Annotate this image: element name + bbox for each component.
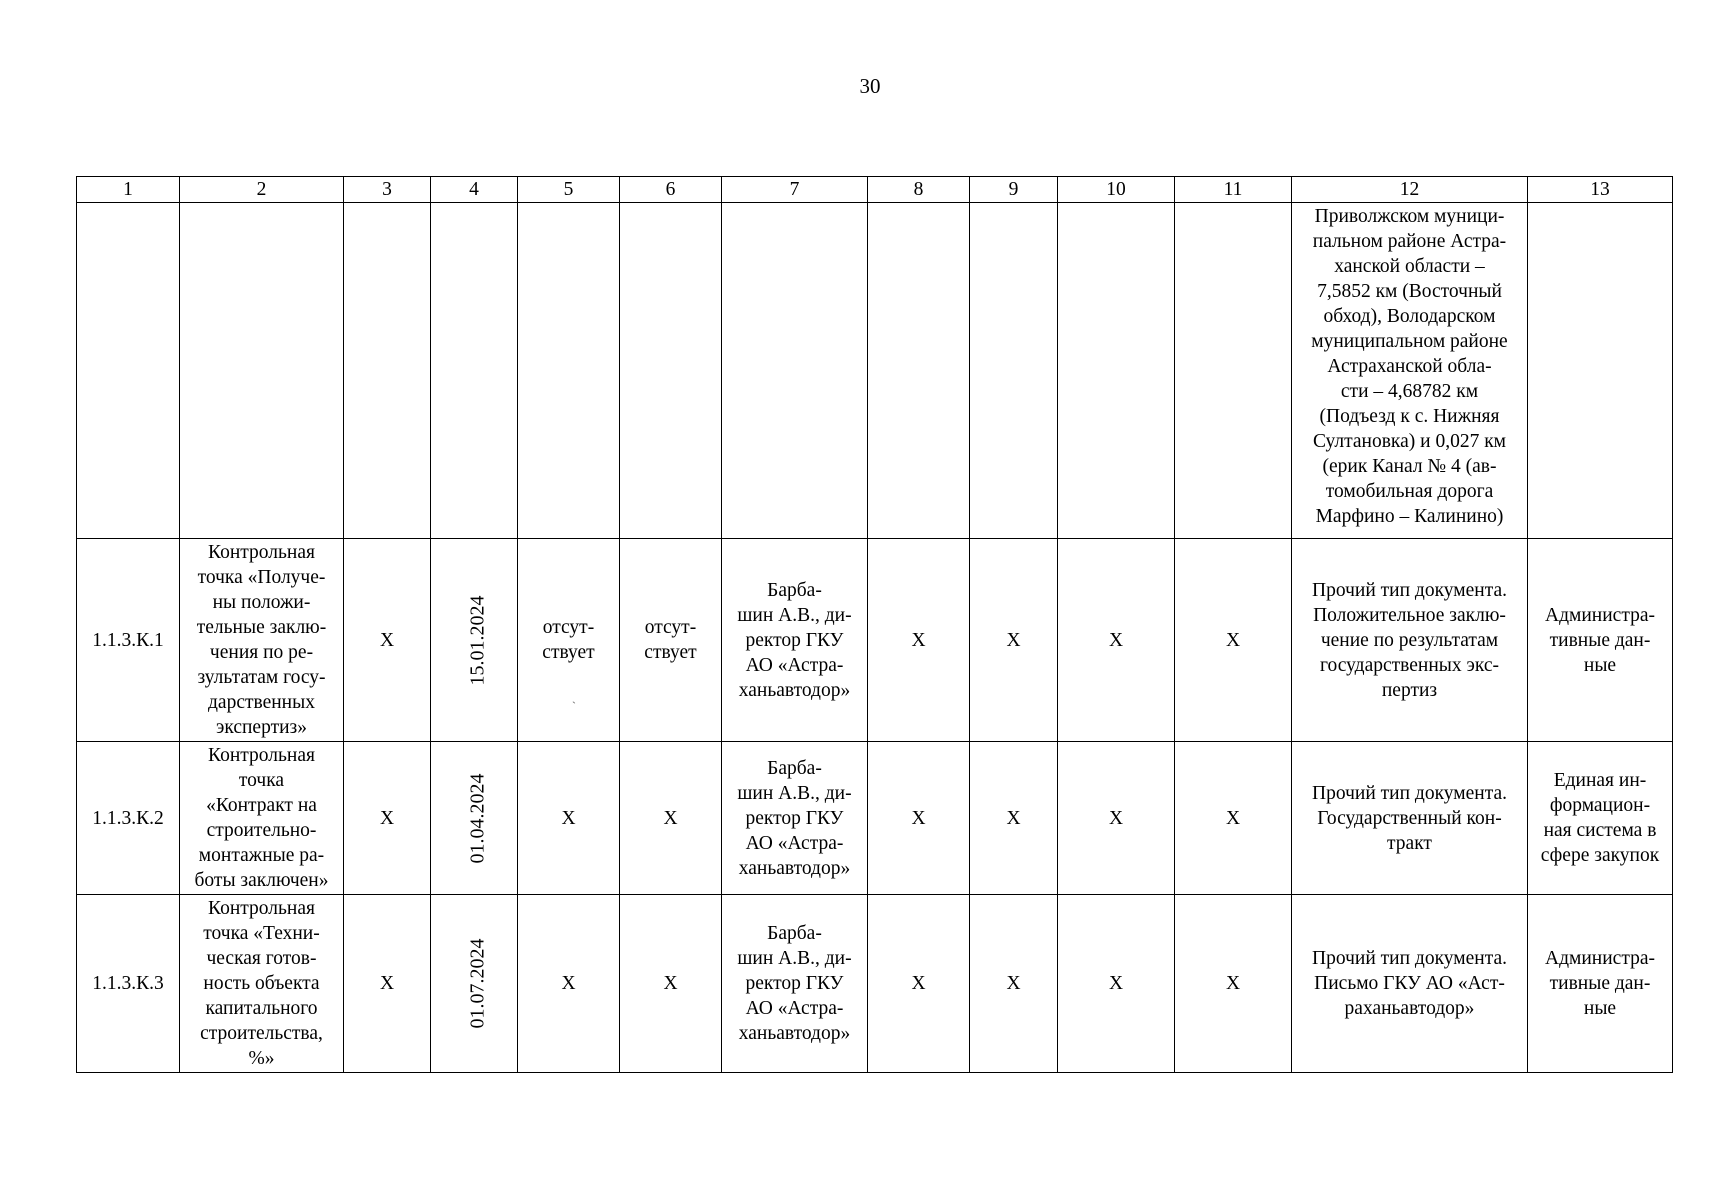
x-mark-cell: X [344, 895, 431, 1073]
empty-cell [970, 203, 1058, 539]
empty-cell [518, 203, 620, 539]
document-type-cell: Прочий тип документа. Письмо ГКУ АО «Аст- раханьавтодор» [1292, 895, 1528, 1073]
empty-cell [620, 203, 722, 539]
x-mark-cell: X [970, 742, 1058, 895]
document-type-cell: Прочий тип документа. Положительное заклю- чение по результатам государственных экс- пертиз [1292, 539, 1528, 742]
empty-cell [1058, 203, 1175, 539]
x-mark-cell: X [1175, 539, 1292, 742]
date-text: 15.01.2024 [466, 595, 489, 685]
cell-col5: отсут- ствует [518, 539, 620, 742]
table-row [77, 742, 1673, 895]
scan-speck: ˏ [572, 690, 576, 704]
x-mark-cell: X [868, 895, 970, 1073]
cell-col5: X [518, 895, 620, 1073]
page-number: 30 [859, 74, 881, 98]
header-cell: 13 [1528, 177, 1673, 203]
x-mark-cell: X [868, 742, 970, 895]
date-cell [431, 895, 518, 1073]
control-point-cell: Контрольная точка «Контракт на строительно- монтажные ра- боты заключен» [180, 742, 344, 895]
x-mark-cell: X [344, 539, 431, 742]
header-cell: 7 [722, 177, 868, 203]
x-mark-cell: X [868, 539, 970, 742]
document-type-cell: Прочий тип документа. Государственный кон- тракт [1292, 742, 1528, 895]
control-points-table [76, 176, 1673, 1073]
empty-cell [431, 203, 518, 539]
header-cell: 8 [868, 177, 970, 203]
header-cell: 6 [620, 177, 722, 203]
empty-cell [722, 203, 868, 539]
x-mark-cell: X [970, 895, 1058, 1073]
control-point-cell: Контрольная точка «Техни- ческая готов- ность объекта капитального строительства, %» [180, 895, 344, 1073]
data-source-cell: Администра- тивные дан- ные [1528, 895, 1673, 1073]
table-row [77, 895, 1673, 1073]
header-cell: 4 [431, 177, 518, 203]
empty-cell [344, 203, 431, 539]
x-mark-cell: X [1175, 742, 1292, 895]
header-cell: 12 [1292, 177, 1528, 203]
header-cell: 1 [77, 177, 180, 203]
row-id-cell: 1.1.3.К.2 [77, 742, 180, 895]
empty-cell [1175, 203, 1292, 539]
row-id-cell: 1.1.3.К.3 [77, 895, 180, 1073]
x-mark-cell: X [1058, 895, 1175, 1073]
date-cell [431, 539, 518, 742]
x-mark-cell: X [1175, 895, 1292, 1073]
header-cell: 9 [970, 177, 1058, 203]
header-cell: 2 [180, 177, 344, 203]
empty-cell [180, 203, 344, 539]
row-id-cell: 1.1.3.К.1 [77, 539, 180, 742]
cell-col6: отсут- ствует [620, 539, 722, 742]
continuation-row [77, 203, 1673, 539]
date-text: 01.04.2024 [466, 773, 489, 863]
table-row [77, 539, 1673, 742]
cell-col6: X [620, 742, 722, 895]
control-point-cell: Контрольная точка «Получе- ны положи- тельные заклю- чения по ре- зультатам госу- дарственных экспертиз» [180, 539, 344, 742]
table-header-row [77, 177, 1673, 203]
empty-cell [77, 203, 180, 539]
header-cell: 5 [518, 177, 620, 203]
header-cell: 10 [1058, 177, 1175, 203]
x-mark-cell: X [344, 742, 431, 895]
header-cell: 11 [1175, 177, 1292, 203]
responsible-cell: Барба- шин А.В., ди- ректор ГКУ АО «Астра- ханьавтодор» [722, 742, 868, 895]
x-mark-cell: X [1058, 539, 1175, 742]
header-cell: 3 [344, 177, 431, 203]
responsible-cell: Барба- шин А.В., ди- ректор ГКУ АО «Астра- ханьавтодор» [722, 539, 868, 742]
empty-cell [868, 203, 970, 539]
x-mark-cell: X [1058, 742, 1175, 895]
continuation-text-cell: Приволжском муници- пальном районе Астра- ханской области – 7,5852 км (Восточный обход), Володарском муниципальном районе Астраханской обла- сти – 4,68782 км (Подъезд к с. Нижняя Султановка) и 0,027 км (ерик Канал № 4 (ав- томобильная дорога Марфино – Калинино) [1292, 203, 1528, 539]
x-mark-cell: X [970, 539, 1058, 742]
date-text: 01.07.2024 [466, 938, 489, 1029]
empty-cell [1528, 203, 1673, 539]
data-source-cell: Единая ин- формацион- ная система в сфере закупок [1528, 742, 1673, 895]
date-cell [431, 742, 518, 895]
data-source-cell: Администра- тивные дан- ные [1528, 539, 1673, 742]
responsible-cell: Барба- шин А.В., ди- ректор ГКУ АО «Астра- ханьавтодор» [722, 895, 868, 1073]
cell-col6: X [620, 895, 722, 1073]
cell-col5: X [518, 742, 620, 895]
